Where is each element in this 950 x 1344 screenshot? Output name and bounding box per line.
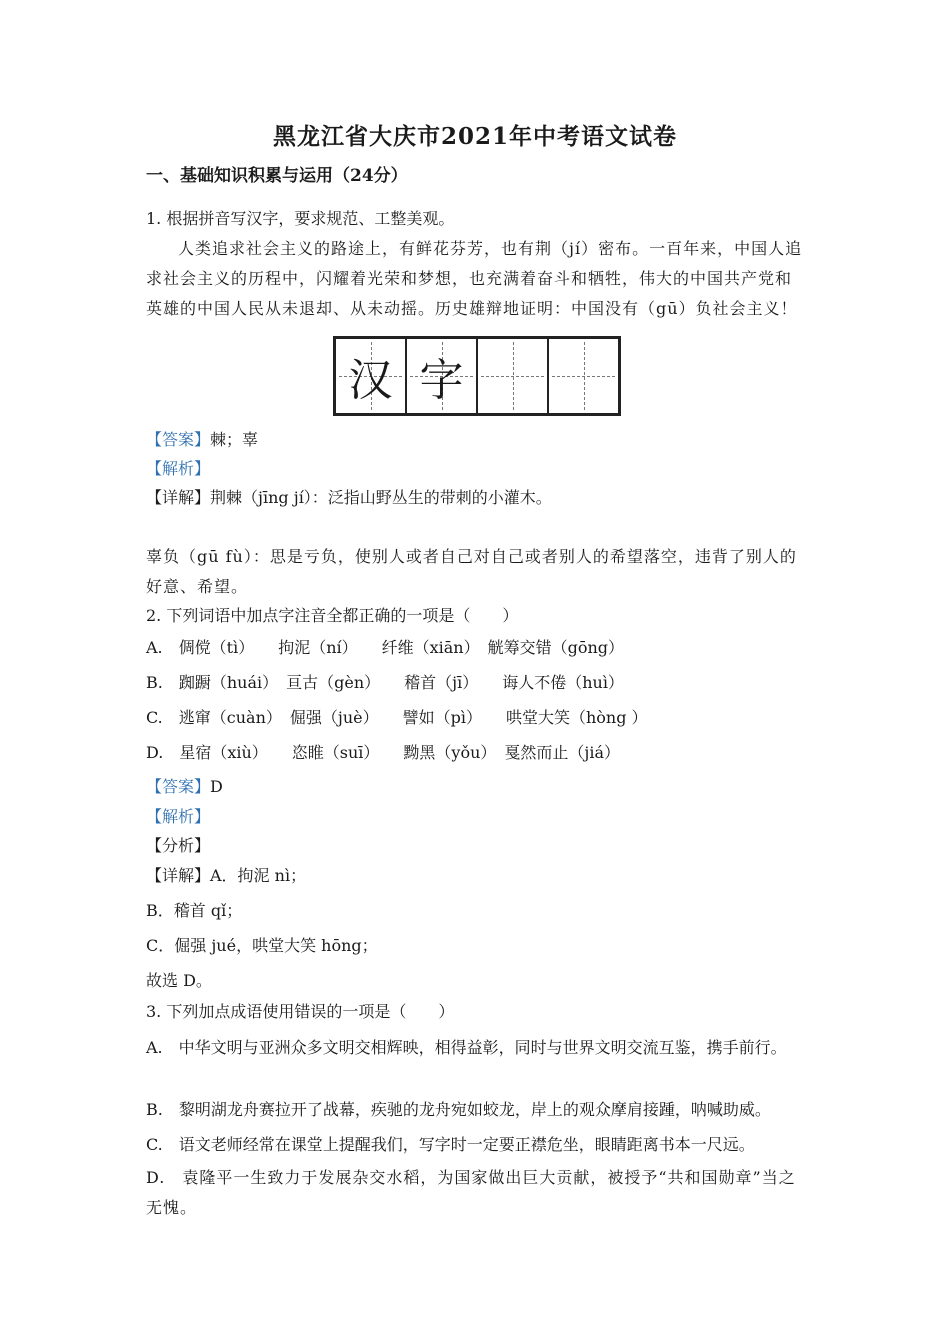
q1-detail: 【详解】荆棘（jīng jí）：泛指山野丛生的带刺的小灌木。 — [146, 488, 552, 507]
q2-option-b: B. 踟蹰（huái） 亘古（gèn） 稽首（jī） 诲人不倦（huì） — [146, 673, 624, 692]
q1-passage: 人类追求社会主义的路途上，有鲜花芬芳，也有荆（jí）密布。一百年来，中国人追求社会主义的历程中，闪耀着光荣和梦想，也充满着奋斗和牺牲，伟大的中国共产党和英雄的中国人民从未退却、从未动摇。历史雄辩地证明：中国没有（gū）负社会主义！ — [146, 239, 803, 318]
q2-option-c: C. 逃窜（cuàn） 倔强（juè） 譬如（pì） 哄堂大笑（hòng ） — [146, 708, 648, 727]
q3-option-d: D. 袁隆平一生致力于发展杂交水稻，为国家做出巨大贡献，被授予“共和国勋章”当之无愧。 — [146, 1168, 796, 1217]
grid-cell: 字 — [407, 339, 478, 413]
q2-detail-b: B．稽首 qǐ； — [146, 901, 243, 920]
grid-cell: 汉 — [336, 339, 407, 413]
q2-stem: 2. 下列词语中加点字注音全都正确的一项是（ ） — [146, 606, 519, 625]
q2-detail-a: 【详解】A．拘泥 nì； — [146, 866, 307, 885]
q3-option-a: A. 中华文明与亚洲众多文明交相辉映，相得益彰，同时与世界文明交流互鉴，携手前行。 — [146, 1038, 787, 1057]
grid-cell — [549, 339, 618, 413]
q1-detail-2: 辜负（gū fù）：思是亏负，使别人或者自己对自己或者别人的希望落空，违背了别人的好意、希望。 — [146, 547, 797, 596]
page-title: 黑龙江省大庆市2021年中考语文试卷 — [272, 123, 677, 150]
q2-conclusion: 故选 D。 — [146, 971, 212, 990]
q1-analysis: 【解析】 — [146, 459, 211, 478]
q2-answer: 【答案】D — [146, 777, 223, 796]
q2-option-d: D. 星宿（xiù） 恣睢（suī） 黝黑（yǒu） 戛然而止（jiá） — [146, 743, 621, 762]
q2-option-a: A. 倜傥（tì） 拘泥（ní） 纤维（xiān） 觥筹交错（gōng） — [146, 638, 625, 657]
q3-option-c: C. 语文老师经常在课堂上提醒我们，写字时一定要正襟危坐，眼睛距离书本一尺远。 — [146, 1135, 755, 1154]
section-heading: 一、基础知识积累与运用（24分） — [146, 166, 408, 186]
grid-cell — [478, 339, 549, 413]
q2-fenxi: 【分析】 — [146, 836, 211, 855]
q3-option-b: B. 黎明湖龙舟赛拉开了战幕，疾驰的龙舟宛如蛟龙，岸上的观众摩肩接踵，呐喊助威。 — [146, 1100, 771, 1119]
q2-detail-c: C．倔强 jué，哄堂大笑 hōng； — [146, 936, 378, 955]
q2-analysis: 【解析】 — [146, 807, 211, 826]
q1-answer: 【答案】棘；辜 — [146, 430, 259, 449]
writing-grid — [333, 336, 621, 416]
q3-stem: 3. 下列加点成语使用错误的一项是（ ） — [146, 1002, 455, 1021]
q1-stem: 1. 根据拼音写汉字，要求规范、工整美观。 — [146, 209, 455, 228]
